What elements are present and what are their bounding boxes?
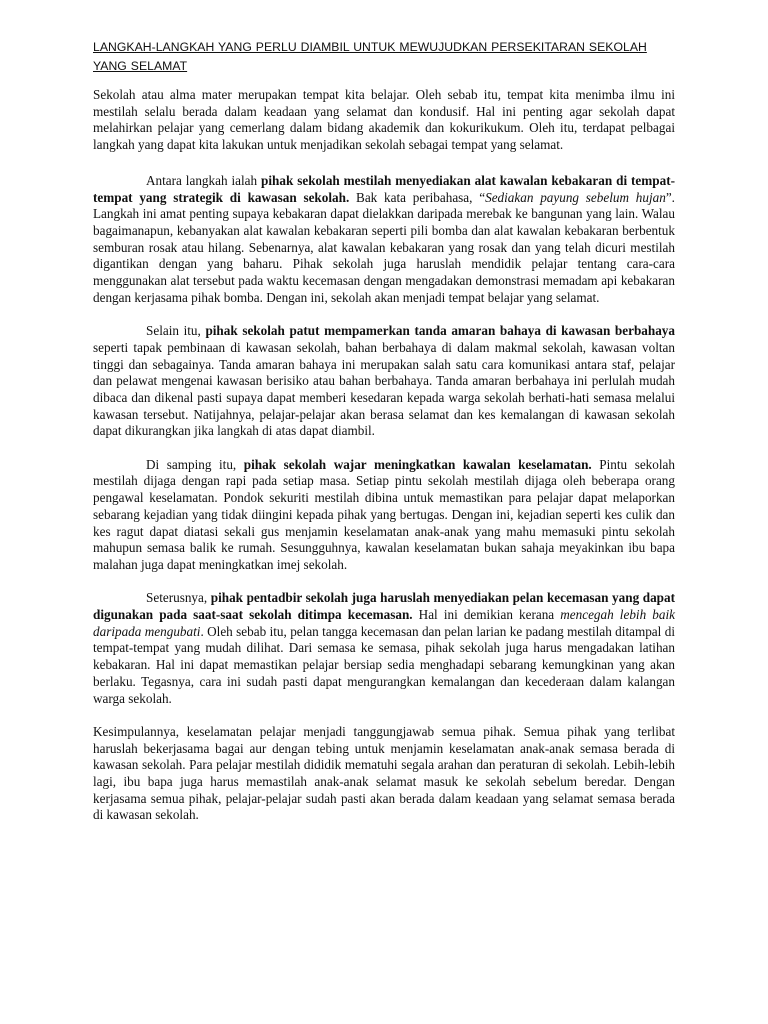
paragraph-warning-signs [93,323,675,440]
paragraph-lead: Seterusnya, [146,590,211,606]
paragraph-text: ”. Langkah ini amat penting supaya kebakaran dapat dielakkan daripada merebak ke bangunan yang lain. Walau bagaimanapun, kebanyakan alat kawalan kebakaran seperti pili bomba dan alat kawalan kebakaran berbentuk semburan rosak atau hilang. Sebenarnya, alat kawalan kebakaran yang rosak dan yang telah dicuri mestilah digantikan dengan yang baharu. Pihak sekolah juga haruslah mendidik pelajar tentang cara-cara menggunakan alat tersebut pada waktu kecemasan dengan mengadakan demonstrasi memadam api kebakaran dengan kerjasama pihak bomba. Dengan ini, sekolah akan menjadi tempat belajar yang selamat. [93,189,675,305]
conclusion-paragraph: Kesimpulannya, keselamatan pelajar menjadi tanggungjawab semua pihak. Semua pihak yang terlibat haruslah bekerjasama bagai aur dengan tebing untuk menjamin keselamatan anak-anak semasa berada di kawasan sekolah. Para pelajar mestilah dididik mematuhi segala arahan dan peraturan di sekolah. Lebih-lebih lagi, ibu bapa juga harus memastilah anak-anak selamat masuk ke sekolah sebelum beredar. Dengan kerjasama semua pihak, pelajar-pelajar sudah pasti akan berada dalam keadaan yang selamat semasa berada di kawasan sekolah. [93,723,675,823]
paragraph-text: Pintu sekolah mestilah dijaga dengan rapi pada setiap masa. Setiap pintu sekolah mestilah dijaga oleh beberapa orang pengawal keselamatan. Pondok sekuriti mestilah dibina untuk memastikan para pelajar dapat melaporkan sebarang kejadian yang tidak diingini kepada pihak yang bertugas. Dengan ini, kejadian seperti kes culik dan kes ragut dapat diatasi sekali gus menjamin keselamatan anak-anak yang mahu memasuki pintu sekolah mahupun semasa balik ke rumah. Sesungguhnya, kawalan keselamatan bukan sahaja meyakinkan ibu bapa malahan juga dapat meningkatkan imej sekolah. [93,456,675,572]
intro-paragraph: Sekolah atau alma mater merupakan tempat kita belajar. Oleh sebab itu, tempat kita menimba ilmu ini mestilah selalu berada dalam keadaan yang selamat dan kondusif. Hal ini penting agar sekolah dapat melahirkan pelajar yang cemerlang dalam bidang akademik dan kokurikukum. Oleh itu, terdapat pelbagai langkah yang dapat kita lakukan untuk menjadikan sekolah sebagai tempat yang selamat. [93,87,675,153]
proverb-text: Sediakan payung sebelum hujan [485,189,666,205]
paragraph-text: Hal ini demikian kerana [412,607,561,623]
paragraph-lead: Di samping itu, [146,456,244,472]
paragraph-lead: Selain itu, [146,323,206,339]
paragraph-bold-point: pihak sekolah patut mempamerkan tanda amaran bahaya di kawasan berbahaya [205,323,675,339]
proverb-text: mencegah lebih baik daripada mengubati [93,607,675,639]
paragraph-emergency-plan [93,590,675,707]
paragraph-fire-control [93,173,675,307]
paragraph-text: . Oleh sebab itu, pelan tangga kecemasan dan pelan larian ke padang mestilah ditampal di tempat-tempat yang mudah dilihat. Dari semasa ke semasa, pihak sekolah juga harus mengadakan latihan kebakaran. Hal ini dapat memastikan pelajar bersiap sedia menghadapi sebarang kemungkinan yang akan berlaku. Tegasnya, cara ini sudah pasti dapat mengurangkan kemalangan dan kecederaan dalam kalangan warga sekolah. [93,623,675,706]
paragraph-bold-point: pihak sekolah wajar meningkatkan kawalan keselamatan. [243,456,592,472]
paragraph-bold-point: pihak sekolah mestilah menyediakan alat kawalan kebakaran di tempat-tempat yang strategik di kawasan sekolah. [93,172,675,205]
paragraph-lead: Antara langkah ialah [146,172,262,188]
document-title: LANGKAH-LANGKAH YANG PERLU DIAMBIL UNTUK MEWUJUDKAN PERSEKITARAN SEKOLAH YANG SELAMAT [93,40,647,73]
paragraph-text: Bak kata peribahasa, “ [349,189,486,205]
paragraph-text: seperti tapak pembinaan di kawasan sekolah, bahan berbahaya di dalam makmal sekolah, kawasan voltan tinggi dan sebagainya. Tanda amaran bahaya ini merupakan salah satu cara komunikasi antara staf, pelajar dan pelawat mengenai kawasan berisiko atau bahan berbahaya. Tanda amaran berbahaya ini perlulah mudah dibaca dan dikenal pasti supaya dapat memberi kesedaran kepada warga sekolah berhati-hati semasa melalui kawasan tersebut. Natijahnya, pelajar-pelajar akan berasa selamat dan kes kemalangan di kawasan sekolah dapat dikurangkan jika langkah di atas dapat diambil. [93,339,675,439]
paragraph-security-control [93,457,675,574]
paragraph-bold-point: pihak pentadbir sekolah juga haruslah menyediakan pelan kecemasan yang dapat digunakan pada saat-saat sekolah ditimpa kecemasan. [93,590,675,623]
